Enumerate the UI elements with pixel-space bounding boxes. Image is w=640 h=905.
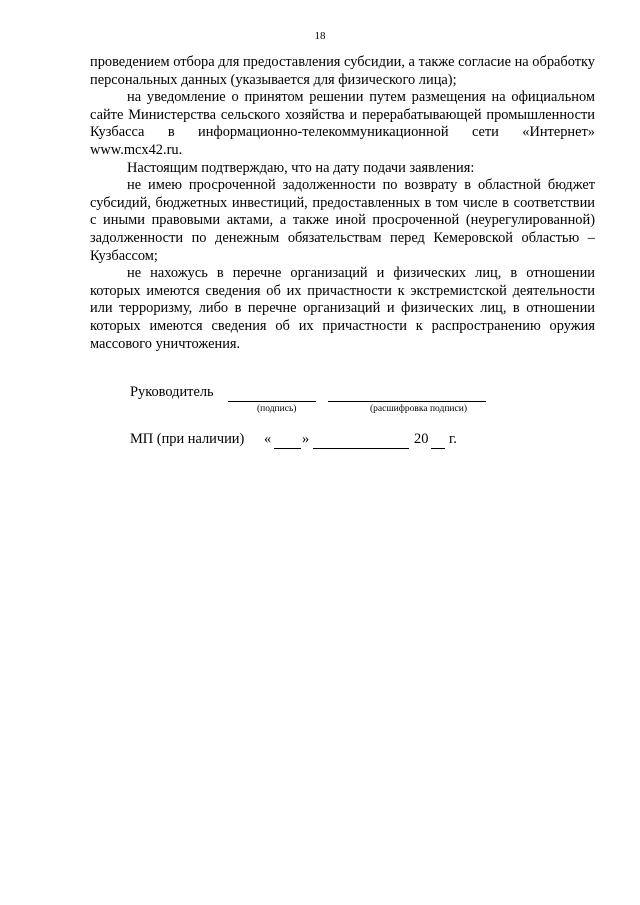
paragraph-notification-consent: на уведомление о принятом решении путем размещения на официальном сайте Министерства сельского хозяйства и перерабатывающей промышленности Кузбасса в информационно-телекоммуникационной сети «Интернет» www.mcx42.ru. [90,89,595,158]
paragraph-confirmation-intro: Настоящим подтверждаю, что на дату подачи заявления: [127,159,475,176]
paragraph-consent-continuation: проведением отбора для предоставления субсидии, а также согласие на обработку персональных данных (указывается для физического лица); [90,54,595,88]
signature-decoding-caption: (расшифровка подписи) [370,404,467,414]
body-text [90,54,595,353]
signature-caption: (подпись) [257,404,297,414]
stamp-label: МП (при наличии) [130,431,245,447]
paragraph-no-debt: не имею просроченной задолженности по возврату в областной бюджет субсидий, бюджетных инвестиций, предоставленных в том числе в соответствии с иными правовыми актами, а также иной просроченной (неурегулированной) задолженности по денежным обязательствам перед Кемеровской областью – Кузбассом; [90,177,595,264]
date-year-line[interactable] [431,432,445,449]
paragraph-not-in-list: не нахожусь в перечне организаций и физических лиц, в отношении которых имеются сведения об их причастности к экстремистской деятельности или терроризму, либо в перечне организаций и физических лиц, в отношении которых имеются сведения об их причастности к распространению оружия массового уничтожения. [90,265,595,352]
signature-decoding-line[interactable] [328,385,486,402]
date-day-line[interactable] [274,432,301,449]
page-number: 18 [314,30,326,42]
date-year-prefix: 20 [414,431,429,447]
date-year-suffix: г. [449,431,457,447]
date-quote-open: « [264,431,272,447]
date-quote-close: » [302,431,310,447]
signature-line[interactable] [228,385,316,402]
date-month-line[interactable] [313,432,409,449]
signature-label: Руководитель [130,384,214,400]
